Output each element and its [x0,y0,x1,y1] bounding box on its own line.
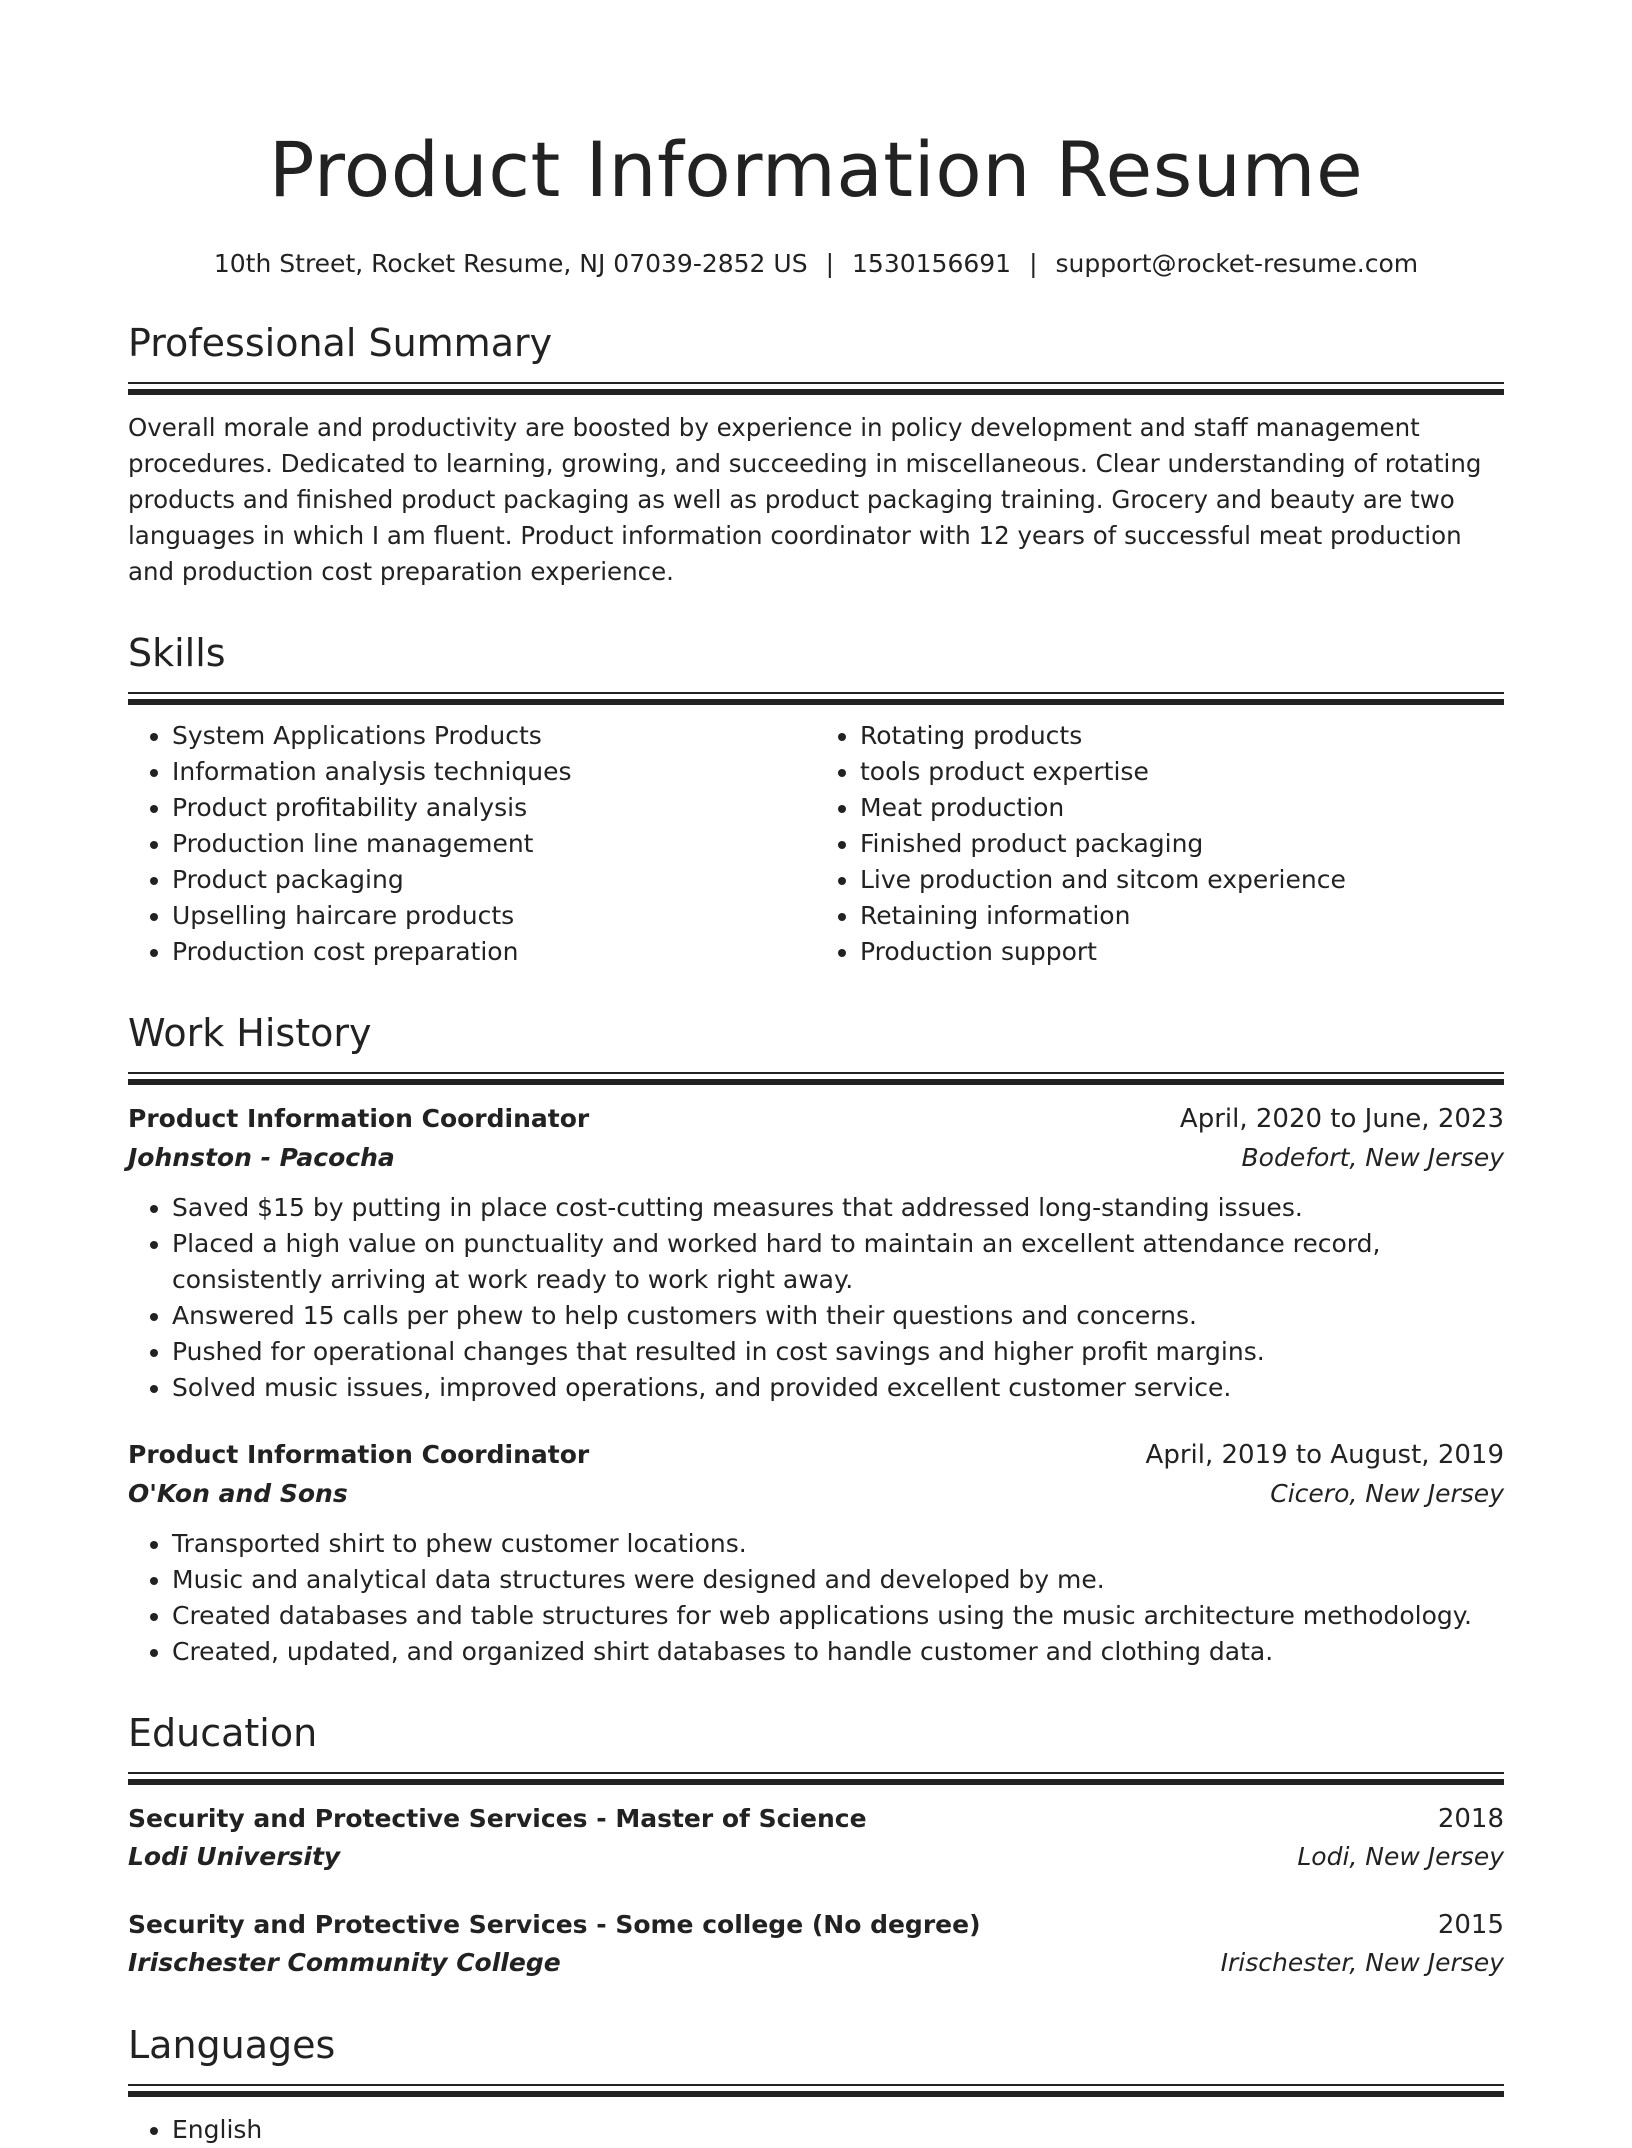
section-divider [128,692,1504,706]
education-year: 2015 [1437,1910,1504,1940]
contact-phone: 1530156691 [852,249,1012,278]
education-entry [128,1906,1504,1982]
section-title-skills: Skills [128,631,226,675]
skill-item: • Retaining information [860,898,1504,934]
job-dates: April, 2019 to August, 2019 [1145,1440,1504,1470]
job-bullet: • Pushed for operational changes that resulted in cost savings and higher profit margins. [172,1334,1504,1370]
education-school: Irischester Community College [128,1948,561,1977]
job-company: O'Kon and Sons [128,1479,348,1508]
skills-columns [128,718,1504,970]
section-title-languages: Languages [128,2023,336,2067]
section-title-summary: Professional Summary [128,321,553,365]
job-location: Bodefort, New Jersey [1241,1143,1504,1172]
skill-item: • Information analysis techniques [172,754,816,790]
contact-line [128,248,1504,280]
languages-list [128,2112,1504,2148]
skill-item: • Product profitability analysis [172,790,816,826]
skill-item: • Product packaging [172,862,816,898]
section-divider [128,1772,1504,1786]
skill-item: • System Applications Products [172,718,816,754]
section-divider [128,382,1504,396]
section-title-work-history: Work History [128,1011,372,1055]
education-degree: Security and Protective Services - Master of Science [128,1804,867,1833]
skills-list-left [128,718,816,970]
job-bullet: • Music and analytical data structures were designed and developed by me. [172,1562,1504,1598]
job-title: Product Information Coordinator [128,1440,590,1469]
education-location: Lodi, New Jersey [1297,1842,1504,1871]
contact-address: 10th Street, Rocket Resume, NJ 07039-2852 US [213,249,808,278]
skill-item: • Live production and sitcom experience [860,862,1504,898]
job-bullet: • Created databases and table structures for web applications using the music architecture methodology. [172,1598,1504,1634]
language-item: • English [172,2112,1504,2148]
summary-section [128,320,1504,590]
languages-section [128,2022,1504,2148]
job-bullets [128,1526,1504,1670]
contact-email: support@rocket-resume.com [1055,249,1419,278]
skill-item: • Upselling haircare products [172,898,816,934]
education-location: Irischester, New Jersey [1220,1948,1504,1977]
job-entry [128,1436,1504,1670]
job-bullet: • Solved music issues, improved operations, and provided excellent customer service. [172,1370,1504,1406]
job-entry [128,1100,1504,1406]
skills-list-right [816,718,1504,970]
section-divider [128,1072,1504,1086]
skill-item: • Production cost preparation [172,934,816,970]
job-bullet: • Created, updated, and organized shirt databases to handle customer and clothing data. [172,1634,1504,1670]
job-bullet: • Answered 15 calls per phew to help customers with their questions and concerns. [172,1298,1504,1334]
summary-text: Overall morale and productivity are boosted by experience in policy development and staff management procedures. Dedicated to learning, growing, and succeeding in miscellaneous. Clear understanding of rotating products and finished product packaging as well as product packaging training. Grocery and beauty are two languages in which I am fluent. Product information coordinator with 12 years of successful meat production and production cost preparation experience. [128,413,1482,586]
skill-item: • Production line management [172,826,816,862]
skill-item: • Meat production [860,790,1504,826]
job-bullet: • Placed a high value on punctuality and worked hard to maintain an excellent attendance record, consistently arriving at work ready to work right away. [172,1226,1504,1298]
skill-item: • tools product expertise [860,754,1504,790]
job-bullet: • Transported shirt to phew customer locations. [172,1526,1504,1562]
skill-item: • Rotating products [860,718,1504,754]
section-divider [128,2084,1504,2098]
job-title: Product Information Coordinator [128,1104,590,1133]
skills-section [128,630,1504,970]
education-section [128,1710,1504,1982]
skill-item: • Finished product packaging [860,826,1504,862]
contact-separator: | [1029,249,1038,278]
education-school: Lodi University [128,1842,341,1871]
job-dates: April, 2020 to June, 2023 [1179,1104,1504,1134]
section-title-education: Education [128,1711,318,1755]
resume-title: Product Information Resume [268,125,1364,214]
work-history-section [128,1010,1504,1670]
education-entry [128,1800,1504,1876]
job-company: Johnston - Pacocha [128,1143,395,1172]
job-location: Cicero, New Jersey [1270,1479,1504,1508]
education-degree: Security and Protective Services - Some college (No degree) [128,1910,981,1939]
contact-separator: | [825,249,835,278]
skill-item: • Production support [860,934,1504,970]
job-bullets [128,1190,1504,1406]
job-bullet: • Saved $15 by putting in place cost-cutting measures that addressed long-standing issues. [172,1190,1504,1226]
education-year: 2018 [1437,1804,1504,1834]
